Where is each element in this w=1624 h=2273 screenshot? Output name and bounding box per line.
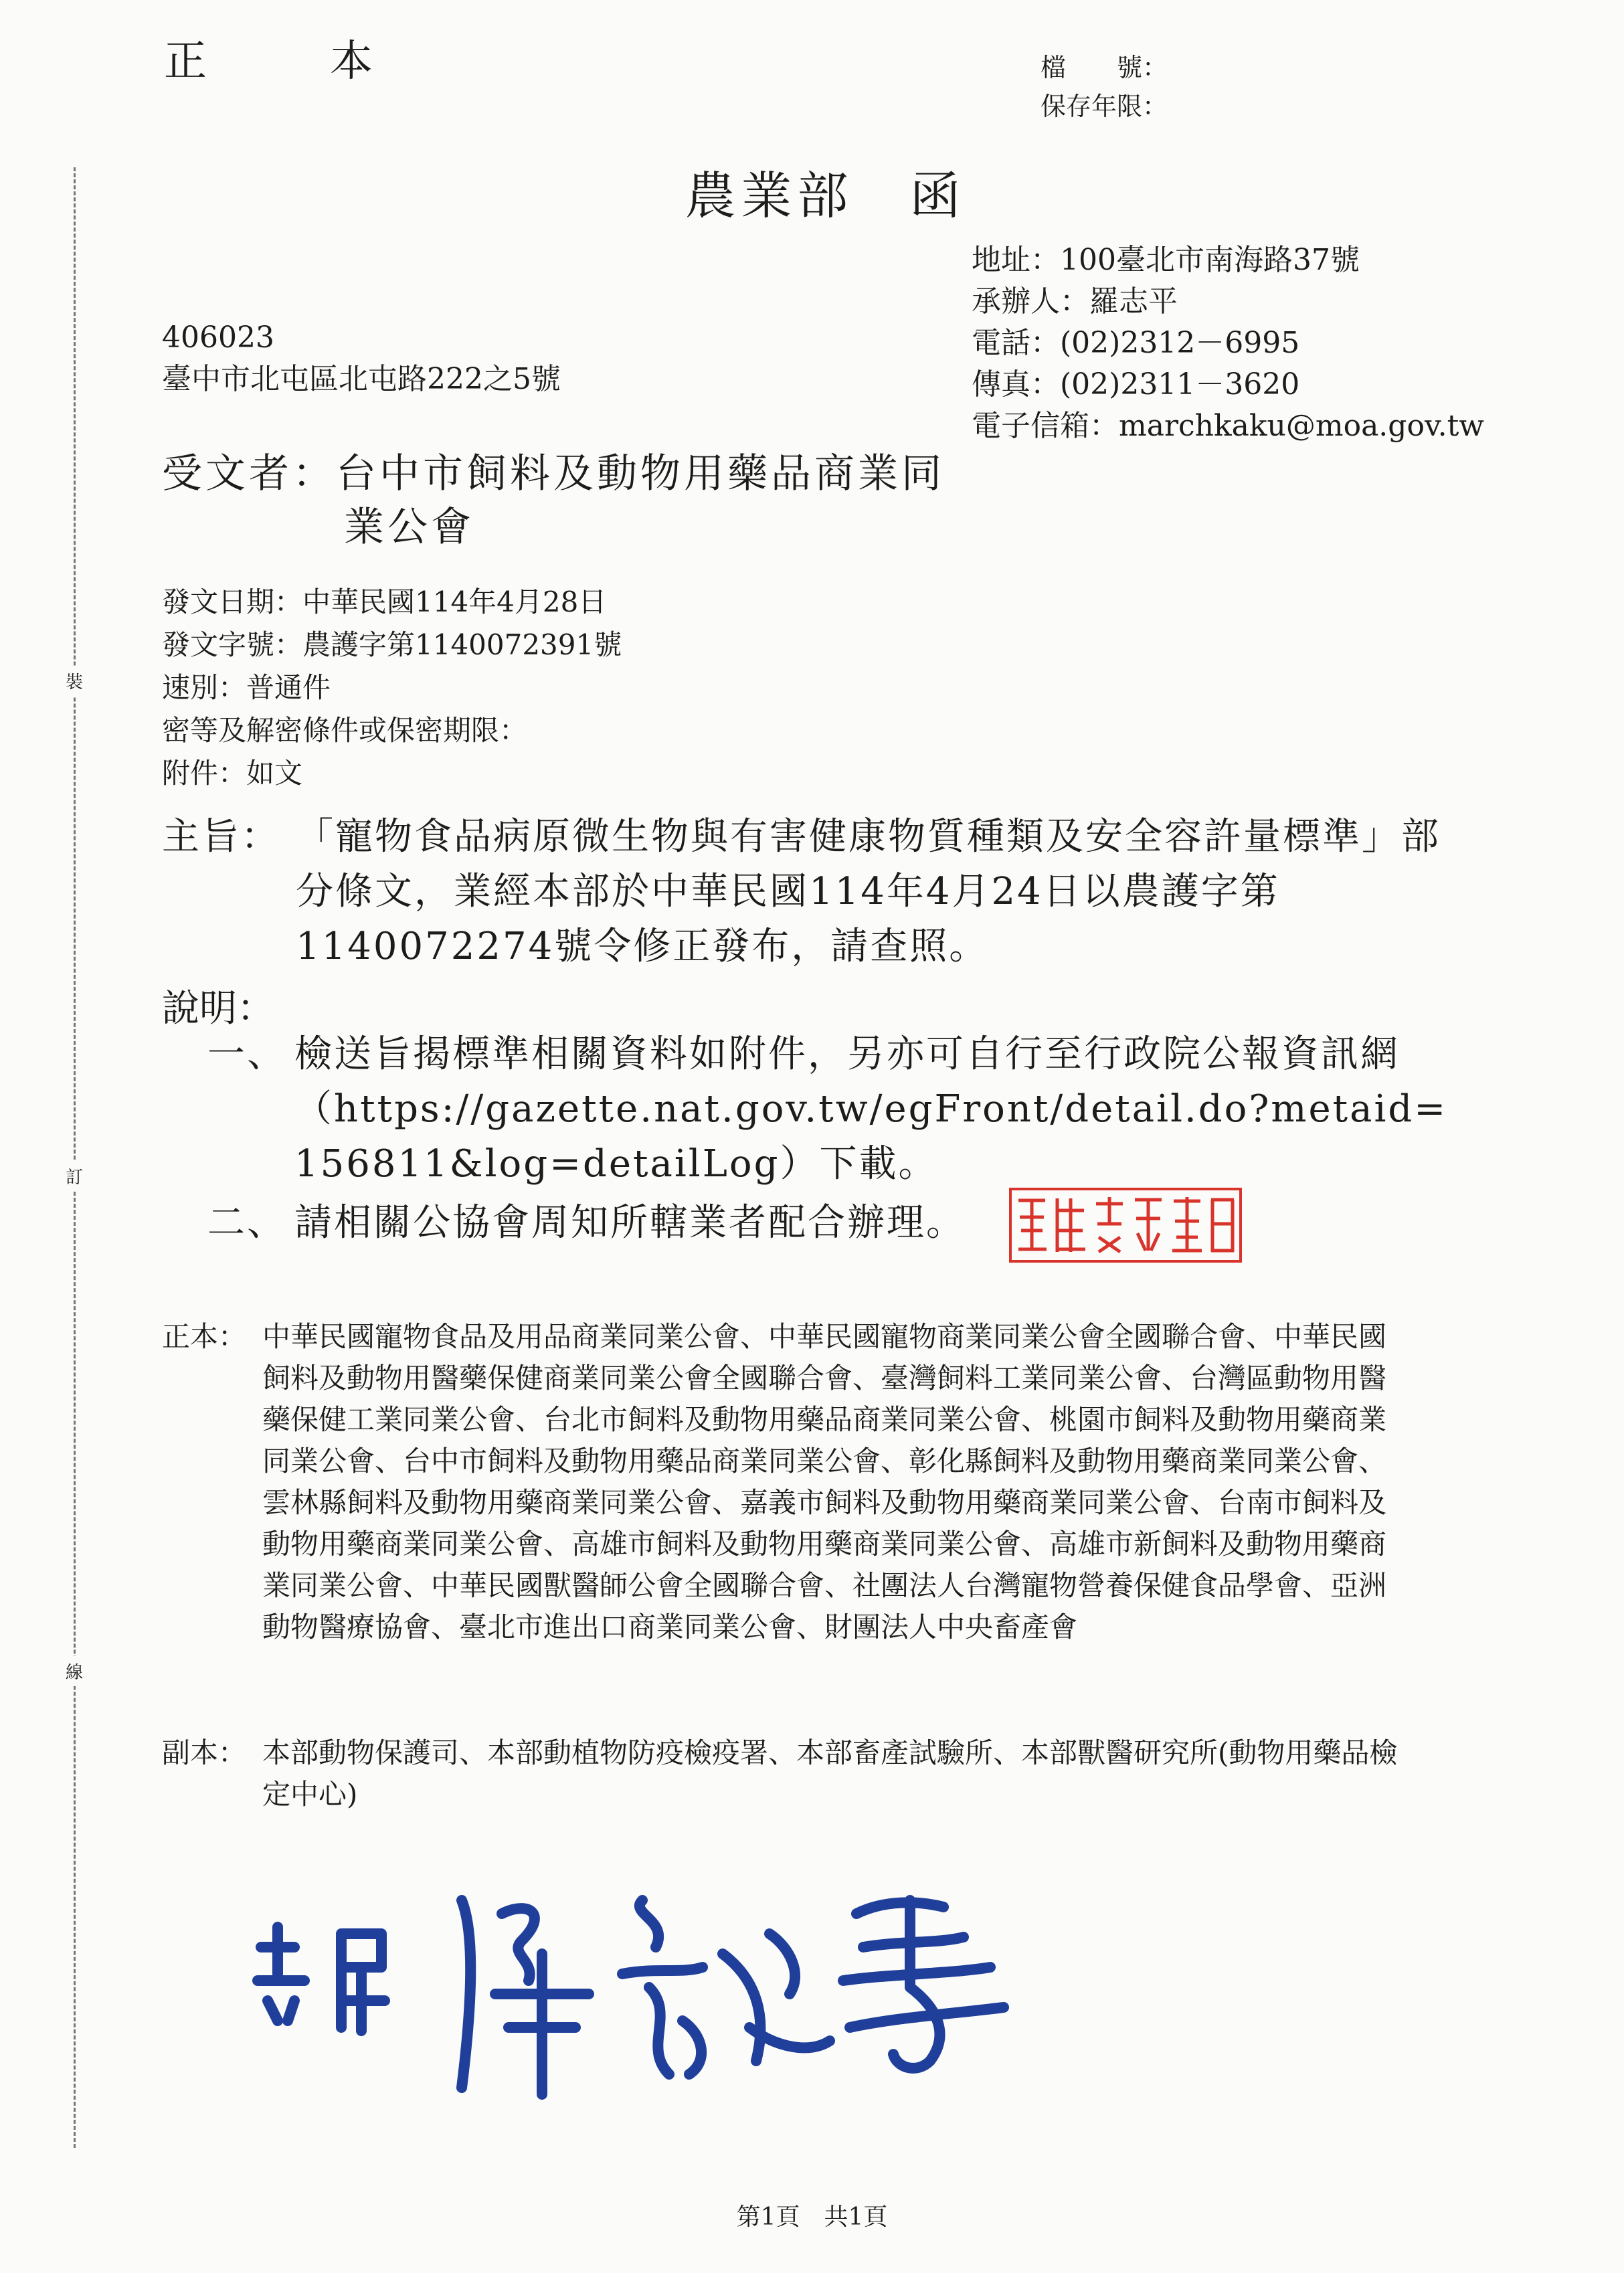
copy-label: 副本： bbox=[162, 1736, 247, 1769]
document-title: 農業部 函 bbox=[685, 166, 966, 225]
description-item-2 bbox=[207, 1196, 1465, 1251]
binding-mark-zhuang: 裝 bbox=[66, 666, 83, 696]
subject-text: 「寵物食品病原微生物與有害健康物質種類及安全容許量標準」部分條文，業經本部於中華民國114年4月24日以農護字第1140072274號令修正發布，請查照。 bbox=[296, 815, 1441, 968]
recipient-name-line1: 台中市飼料及動物用藥品商業同 bbox=[336, 450, 945, 497]
sender-contact bbox=[972, 240, 1484, 447]
recipient bbox=[162, 447, 945, 554]
recipient-label: 受文者： bbox=[162, 450, 336, 497]
document-number: 發文字號：農護字第1140072391號 bbox=[162, 628, 622, 661]
item-number: 一、 bbox=[207, 1032, 286, 1076]
minister-signature bbox=[241, 1874, 1071, 2104]
email: 電子信箱：marchkaku@moa.gov.tw bbox=[972, 409, 1484, 443]
secrecy-level: 密等及解密條件或保密期限： bbox=[162, 714, 528, 747]
postal-code: 406023 bbox=[162, 321, 274, 355]
copy-type-label: 正 本 bbox=[164, 37, 413, 86]
item-number: 二、 bbox=[207, 1201, 286, 1245]
page-number: 第1頁 共1頁 bbox=[736, 2203, 888, 2231]
document-meta bbox=[162, 581, 622, 795]
file-number-label: 檔 號： bbox=[1041, 53, 1168, 82]
binding-line bbox=[74, 167, 76, 2148]
distribution-original bbox=[162, 1316, 1413, 1648]
recipient-postal-address bbox=[162, 317, 561, 400]
description-item-1 bbox=[207, 1027, 1465, 1192]
file-meta bbox=[1041, 48, 1168, 126]
postal-address: 臺中市北屯區北屯路222之5號 bbox=[162, 362, 561, 396]
item-text: 檢送旨揭標準相關資料如附件，另亦可自行至行政院公報資訊網（https://gazette.nat.gov.tw/egFront/detail.do?metaid=156811&log=detailLog）下載。 bbox=[294, 1032, 1448, 1186]
delivery-speed: 速別：普通件 bbox=[162, 671, 331, 704]
recipient-name-line2: 業公會 bbox=[344, 504, 474, 551]
handler: 承辦人：羅志平 bbox=[972, 284, 1178, 319]
issue-date: 發文日期：中華民國114年4月28日 bbox=[162, 585, 607, 618]
subject-section bbox=[162, 810, 1467, 974]
retention-label: 保存年限： bbox=[1041, 92, 1168, 121]
description-label: 說明： bbox=[162, 987, 274, 1030]
binding-mark-xian: 線 bbox=[66, 1656, 83, 1686]
item-text: 請相關公協會周知所轄業者配合辦理。 bbox=[294, 1201, 966, 1245]
original-recipients: 中華民國寵物食品及用品商業同業公會、中華民國寵物商業同業公會全國聯合會、中華民國飼料及動物用醫藥保健商業同業公會全國聯合會、臺灣飼料工業同業公會、台灣區動物用醫藥保健工業同業公會、台北市飼料及動物用藥品商業同業公會、桃園市飼料及動物用藥商業同業公會、台中市飼料及動物用藥品商業同業公會、彰化縣飼料及動物用藥商業同業公會、雲林縣飼料及動物用藥商業同業公會、嘉義市飼料及動物用藥商業同業公會、台南市飼料及動物用藥商業同業公會、高雄市飼料及動物用藥商業同業公會、高雄市新飼料及動物用藥商業同業公會、中華民國獸醫師公會全國聯合會、社團法人台灣寵物營養保健食品學會、亞洲動物醫療協會、臺北市進出口商業同業公會、財團法人中央畜產會 bbox=[262, 1320, 1387, 1643]
seal-glyphs bbox=[1012, 1190, 1239, 1260]
original-label: 正本： bbox=[162, 1320, 247, 1353]
binding-mark-ding: 訂 bbox=[66, 1161, 83, 1191]
distribution-copy bbox=[162, 1732, 1413, 1815]
copy-recipients: 本部動物保護司、本部動植物防疫檢疫署、本部畜產試驗所、本部獸醫研究所(動物用藥品檢定中心) bbox=[262, 1736, 1398, 1811]
fax: 傳真：(02)2311－3620 bbox=[972, 367, 1300, 401]
signature-strokes bbox=[241, 1874, 1071, 2101]
phone: 電話：(02)2312－6995 bbox=[972, 326, 1300, 360]
attachment: 附件：如文 bbox=[162, 757, 303, 790]
proofreading-seal bbox=[1009, 1188, 1242, 1263]
subject-label: 主旨： bbox=[162, 815, 280, 858]
sender-address: 地址：100臺北市南海路37號 bbox=[972, 243, 1360, 277]
